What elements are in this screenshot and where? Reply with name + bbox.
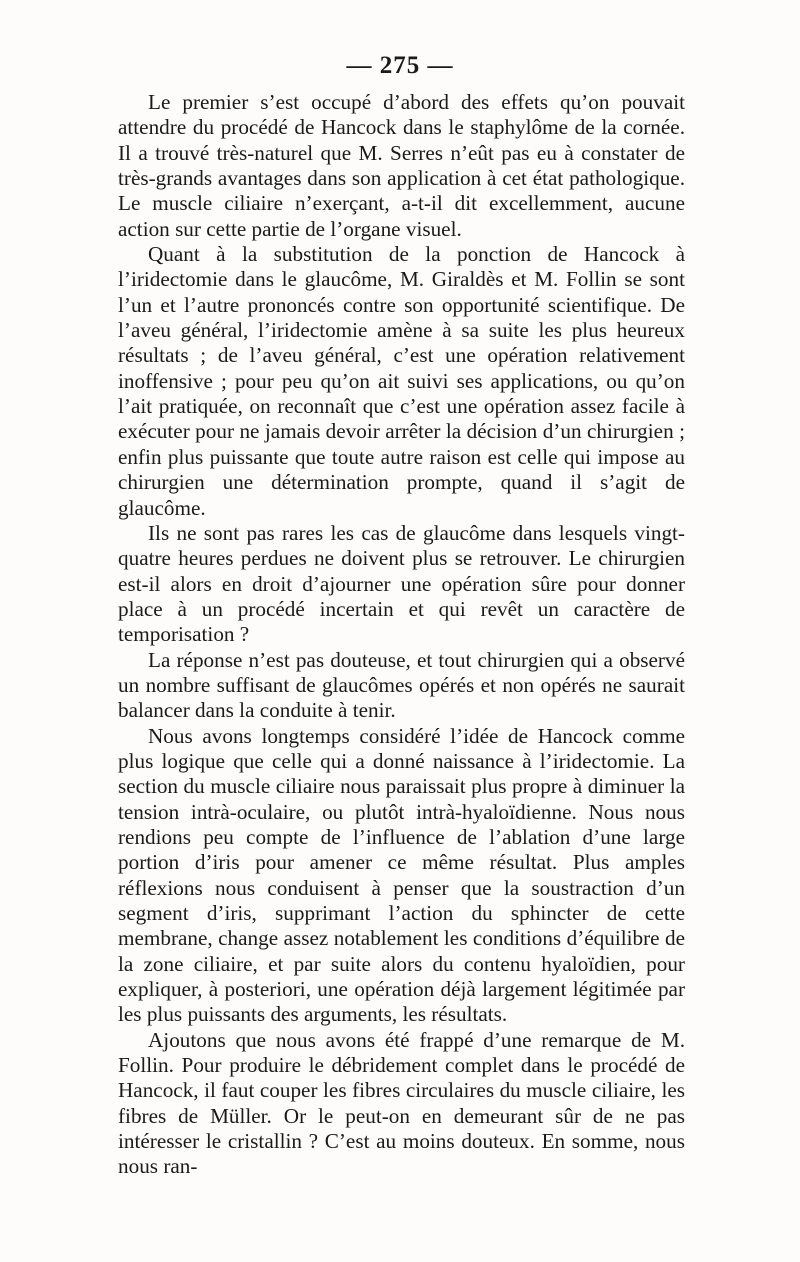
body-text: [118, 90, 685, 1180]
paragraph-4: La réponse n’est pas douteuse, et tout chirurgien qui a observé un nombre suffisant de glaucômes opérés et non opérés ne saurait balancer dans la conduite à tenir.: [118, 647, 685, 723]
paragraph-2: Quant à la substitution de la ponction de Hancock à l’iridectomie dans le glaucôme, M. Giraldès et M. Follin se sont l’un et l’autre prononcés contre son opportunité scientifique. De l’aveu général, l’iridectomie amène à sa suite les plus heureux résultats ; de l’aveu général, c’est une opération relativement inoffensive ; pour peu qu’on ait suivi ses applications, ou qu’on l’ait pratiquée, on reconnaît que c’est une opération assez facile à exécuter pour ne jamais devoir arrêter la décision d’un chirurgien ; enfin plus puissante que toute autre raison est celle qui impose au chirurgien une détermination prompte, quand il s’agit de glaucôme.: [118, 242, 685, 520]
paragraph-6: Ajoutons que nous avons été frappé d’une remarque de M. Follin. Pour produire le débridement complet dans le procédé de Hancock, il faut couper les fibres circulaires du muscle ciliaire, les fibres de Müller. Or le peut-on en demeurant sûr de ne pas intéresser le cristallin ? C’est au moins douteux. En somme, nous nous ran-: [118, 1027, 685, 1179]
paragraph-3: Ils ne sont pas rares les cas de glaucôme dans lesquels vingt-quatre heures perdues ne doivent plus se retrouver. Le chirurgien est-il alors en droit d’ajourner une opération sûre pour donner place à un procédé incertain et qui revêt un caractère de temporisation ?: [118, 520, 685, 647]
page-number: — 275 —: [346, 52, 454, 79]
paragraph-5: Nous avons longtemps considéré l’idée de Hancock comme plus logique que celle qui a donné naissance à l’iridectomie. La section du muscle ciliaire nous paraissait plus propre à diminuer la tension intrà-oculaire, ou plutôt intrà-hyaloïdienne. Nous nous rendions peu compte de l’influence de l’ablation d’une large portion d’iris pour amener ce même résultat. Plus amples réflexions nous conduisent à penser que la soustraction d’un segment d’iris, supprimant l’action du sphincter de cette membrane, change assez notablement les conditions d’équilibre de la zone ciliaire, et par suite alors du contenu hyaloïdien, pour expliquer, à posteriori, une opération déjà largement légitimée par les plus puissants des arguments, les résultats.: [118, 723, 685, 1027]
paragraph-1: Le premier s’est occupé d’abord des effets qu’on pouvait attendre du procédé de Hancock dans le staphylôme de la cornée. Il a trouvé très-naturel que M. Serres n’eût pas eu à constater de très-grands avantages dans son application à cet état pathologique. Le muscle ciliaire n’exerçant, a-t-il dit excellemment, aucune action sur cette partie de l’organe visuel.: [118, 90, 685, 241]
